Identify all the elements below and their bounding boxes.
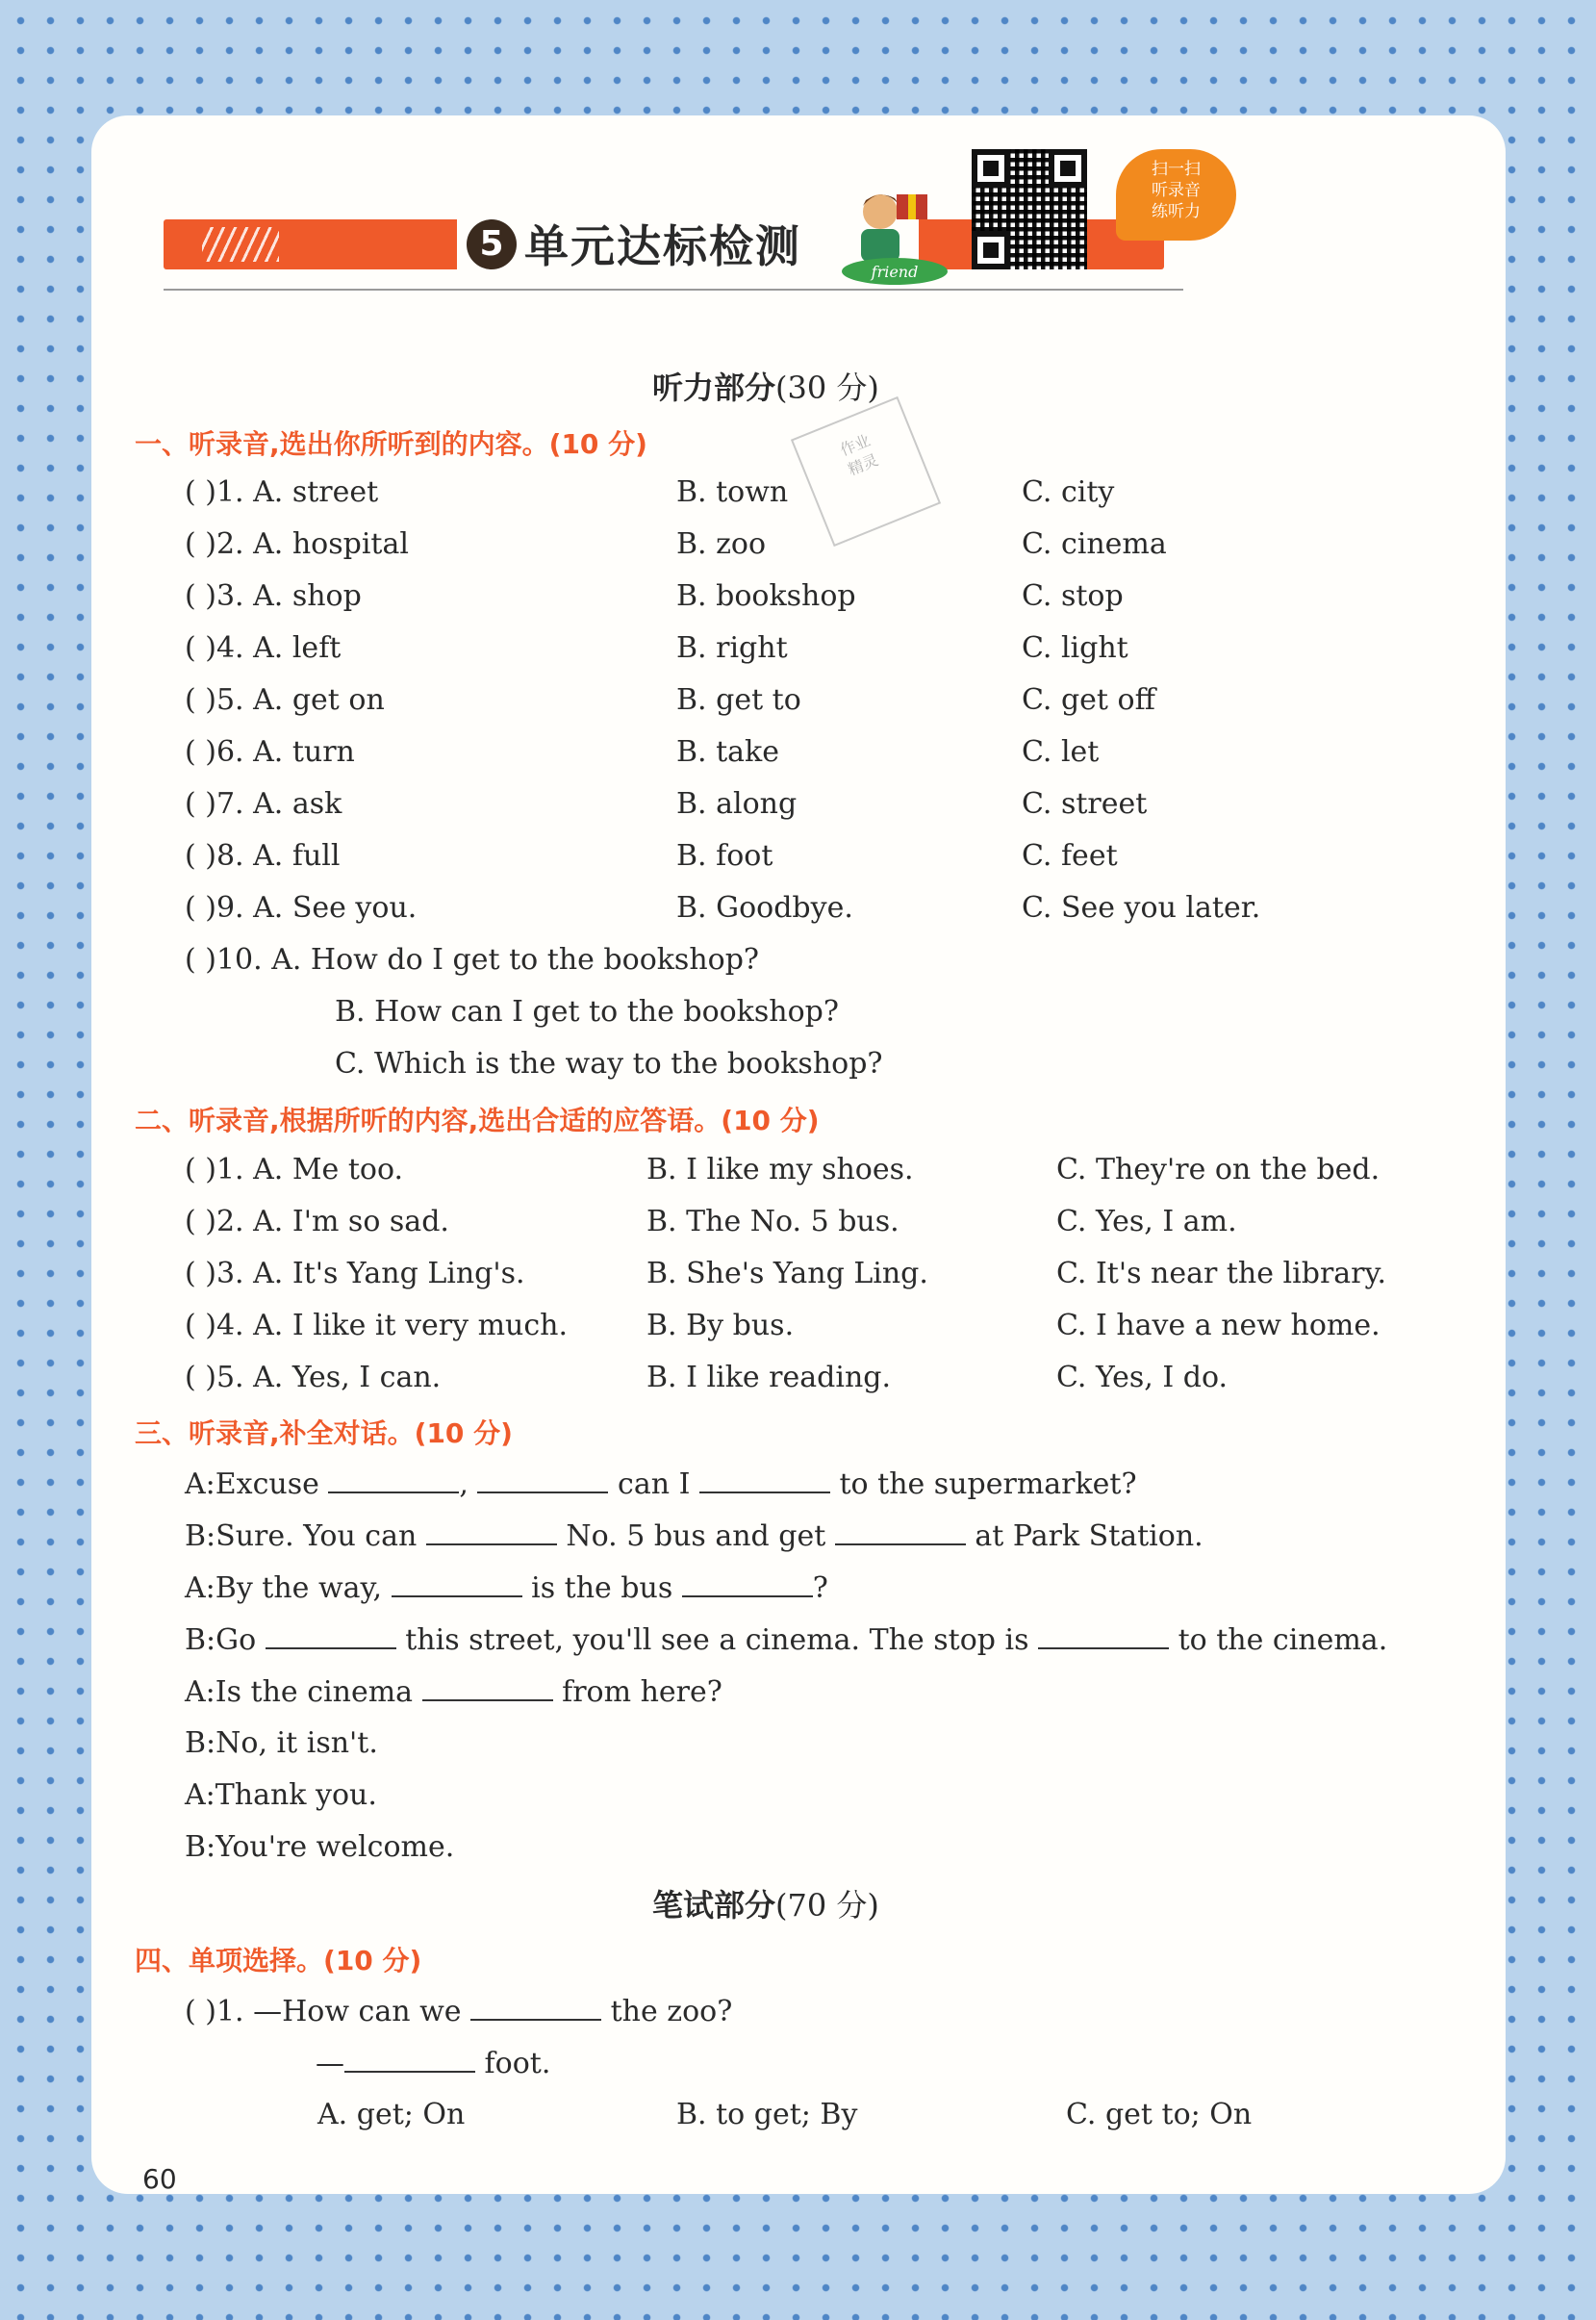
s4-q1-option-a: A. get; On [317,2098,466,2131]
dialogue-2-part-3: at Park Station. [965,1519,1203,1553]
dialogue-line-7: A:Thank you. [185,1778,377,1812]
s2-q5-stem: ( )5. A. Yes, I can. [185,1361,442,1394]
homework-stamp: 作业 精灵 [791,396,941,547]
dialogue-1-part-2: , [459,1467,478,1501]
dialogue-2-part-2: No. 5 bus and get [556,1519,835,1553]
dialogue-5-part-2: from here? [552,1675,722,1709]
s4-q1-blank-1[interactable] [470,1994,601,2021]
s1-q4-option-c: C. light [1022,631,1128,665]
s2-q3-stem: ( )3. A. It's Yang Ling's. [185,1257,525,1290]
s1-q10-option-c: C. Which is the way to the bookshop? [335,1047,883,1081]
s4-q1-option-c: C. get to; On [1066,2098,1253,2131]
section-1-score: (10 分) [548,428,647,460]
s1-q8-stem: ( )8. A. full [185,839,341,873]
writing-title: 笔试部分 [652,1887,776,1924]
blank-9[interactable] [1038,1622,1169,1649]
s1-q7-option-c: C. street [1022,787,1148,821]
s4-q1-stem-b: the zoo? [601,1995,733,2028]
s1-q1-option-b: B. town [676,475,789,509]
s2-q1-option-b: B. I like my shoes. [646,1153,914,1186]
section-2-score: (10 分) [721,1105,820,1136]
mascot-label: friend [871,263,919,281]
s1-q2-option-b: B. zoo [676,527,767,561]
s1-q6-option-c: C. let [1022,735,1100,769]
s1-q2-stem: ( )2. A. hospital [185,527,409,561]
blank-5[interactable] [835,1518,966,1545]
section-2-label: 二、听录音,根据所听的内容,选出合适的应答语。 [135,1105,722,1136]
s1-q9-option-b: B. Goodbye. [676,891,853,925]
s2-q4-stem: ( )4. A. I like it very much. [185,1309,569,1342]
s1-q5-stem: ( )5. A. get on [185,683,385,717]
s2-q5-option-c: C. Yes, I do. [1056,1361,1229,1394]
s4-q1-stem [185,1994,732,2028]
s2-q2-option-b: B. The No. 5 bus. [646,1205,899,1238]
s1-q4-stem: ( )4. A. left [185,631,342,665]
s2-q4-option-c: C. I have a new home. [1056,1309,1381,1342]
dialogue-1-part-1: A:Excuse [185,1467,329,1501]
s1-q10-option-b: B. How can I get to the bookshop? [335,995,839,1029]
section-3-score: (10 分) [414,1417,513,1449]
writing-score: (70 分) [775,1887,879,1924]
dialogue-3-part-1: A:By the way, [185,1571,392,1605]
s1-q1-stem: ( )1. A. street [185,475,379,509]
writing-part-title [652,1881,879,1925]
listening-score: (30 分) [775,370,879,406]
dialogue-3-part-3: ? [812,1571,828,1605]
s1-q7-option-b: B. along [676,787,798,821]
unit-title: 单元达标检测 [524,220,801,272]
dialogue-5-part-1: A:Is the cinema [185,1675,422,1709]
dialogue-4-part-1: B:Go [185,1623,266,1657]
blank-1[interactable] [328,1466,459,1493]
s1-q8-option-b: B. foot [676,839,773,873]
dialogue-2-part-1: B:Sure. You can [185,1519,426,1553]
dialogue-line-6: B:No, it isn't. [185,1726,378,1760]
dialogue-line-1 [185,1466,1137,1501]
s1-q7-stem: ( )7. A. ask [185,787,342,821]
blank-6[interactable] [392,1570,522,1597]
s1-q1-option-c: C. city [1022,475,1115,509]
section-4-score: (10 分) [323,1945,422,1976]
s2-q3-option-b: B. She's Yang Ling. [646,1257,928,1290]
s2-q1-option-c: C. They're on the bed. [1056,1153,1381,1186]
dialogue-line-5 [185,1674,722,1709]
s1-q9-stem: ( )9. A. See you. [185,891,418,925]
section-2-heading [135,1100,820,1138]
dialogue-1-part-3: can I [608,1467,699,1501]
blank-3[interactable] [699,1466,830,1493]
s1-q5-option-b: B. get to [676,683,801,717]
s4-q1-option-b: B. to get; By [676,2098,858,2131]
s1-q3-option-b: B. bookshop [676,579,856,613]
listening-part-title [652,364,879,408]
section-3-heading [135,1413,513,1451]
dialogue-line-3 [185,1570,828,1605]
dialogue-4-part-3: to the cinema. [1169,1623,1388,1657]
section-3-label: 三、听录音,补全对话。 [135,1417,415,1449]
section-4-label: 四、单项选择。 [135,1945,324,1976]
s4-q1-blank-2[interactable] [344,2046,475,2073]
listening-title: 听力部分 [652,370,776,406]
s1-q2-option-c: C. cinema [1022,527,1167,561]
scan-line-1: 扫一扫 [1152,160,1201,179]
s1-q6-option-b: B. take [676,735,779,769]
blank-8[interactable] [266,1622,396,1649]
s1-q3-option-c: C. stop [1022,579,1124,613]
s1-q4-option-b: B. right [676,631,788,665]
s1-q6-stem: ( )6. A. turn [185,735,355,769]
blank-2[interactable] [477,1466,608,1493]
scan-line-3: 练听力 [1152,202,1201,221]
s2-q4-option-b: B. By bus. [646,1309,795,1342]
blank-7[interactable] [682,1570,813,1597]
s1-q5-option-c: C. get off [1022,683,1155,717]
section-1-heading [135,423,647,462]
dialogue-line-8: B:You're welcome. [185,1830,455,1864]
unit-number-badge: 5 [467,219,517,269]
dialogue-line-4 [185,1622,1387,1657]
dialogue-1-part-4: to the supermarket? [829,1467,1137,1501]
dialogue-line-2 [185,1518,1203,1553]
dialogue-4-part-2: this street, you'll see a cinema. The stop is [395,1623,1039,1657]
blank-10[interactable] [422,1674,553,1701]
s2-q5-option-b: B. I like reading. [646,1361,892,1394]
section-4-heading [135,1940,421,1978]
s1-q8-option-c: C. feet [1022,839,1118,873]
s1-q3-stem: ( )3. A. shop [185,579,362,613]
dialogue-3-part-2: is the bus [521,1571,682,1605]
s4-q1-stem-a: ( )1. —How can we [185,1995,471,2028]
s4-q1-line2: foot. [475,2047,551,2080]
s2-q2-option-c: C. Yes, I am. [1056,1205,1237,1238]
blank-4[interactable] [426,1518,557,1545]
s2-q3-option-c: C. It's near the library. [1056,1257,1387,1290]
page-number: 60 [142,2163,177,2195]
section-1-label: 一、听录音,选出你所听到的内容。 [135,428,549,460]
s1-q10-option-a: ( )10. A. How do I get to the bookshop? [185,943,759,977]
s2-q2-stem: ( )2. A. I'm so sad. [185,1205,449,1238]
dash-glyph: — [316,2047,344,2080]
scan-line-2: 听录音 [1152,181,1201,200]
s2-q1-stem: ( )1. A. Me too. [185,1153,404,1186]
s1-q9-option-c: C. See you later. [1022,891,1261,925]
s4-q1-response [316,2046,550,2080]
